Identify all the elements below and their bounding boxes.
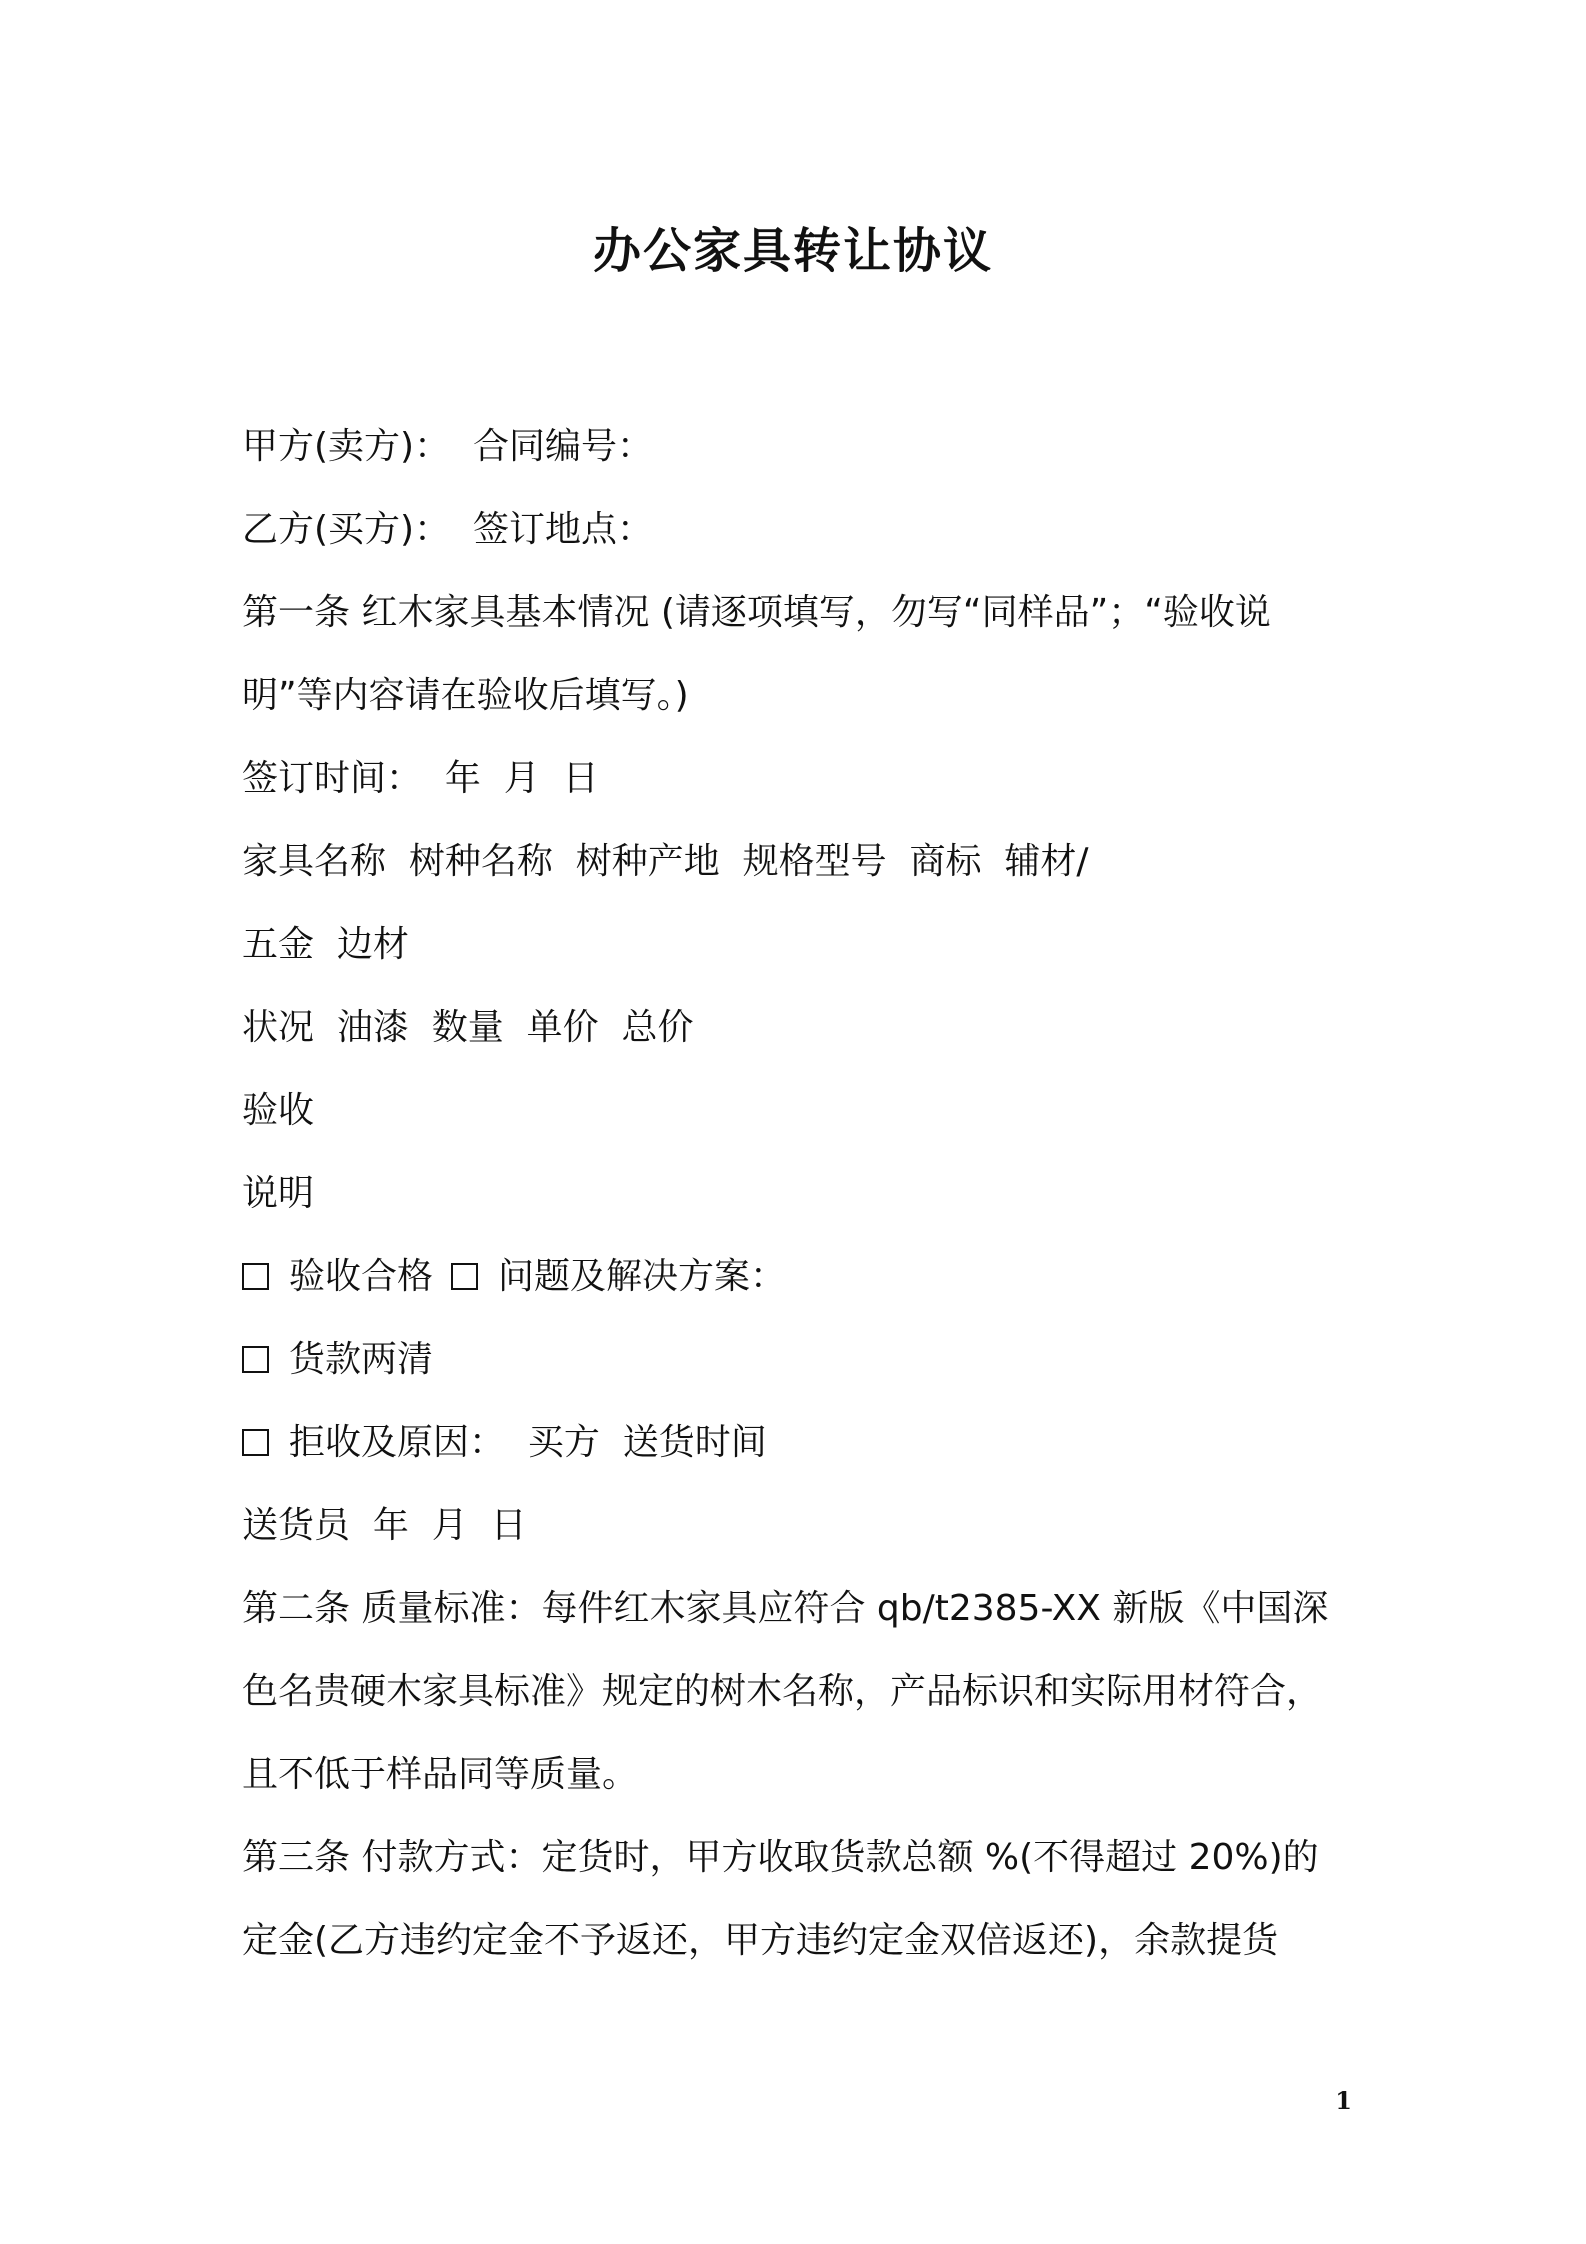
checkbox-rejected-label: 拒收及原因： 买方 送货时间 — [289, 1422, 767, 1463]
deliverer-line: 送货员 年 月 日 — [242, 1505, 527, 1546]
article-3: 第三条 付款方式：定货时，甲方收取货款总额 %(不得超过 20%)的定金(乙方违约定金不予返还，甲方违约定金双倍返还)，余款提货 — [242, 1837, 1319, 1961]
checkbox-row-2 — [242, 1318, 1352, 1401]
columns-line-3: 状况 油漆 数量 单价 总价 — [242, 1007, 694, 1048]
columns-line-2: 五金 边材 — [242, 924, 409, 965]
checkbox-payment-settled[interactable] — [242, 1346, 269, 1373]
article-2: 第二条 质量标准：每件红木家具应符合 qb/t2385-XX 新版《中国深色名贵硬木家具标准》规定的树木名称，产品标识和实际用材符合，且不低于样品同等质量。 — [242, 1588, 1329, 1795]
article-1: 第一条 红木家具基本情况 (请逐项填写，勿写“同样品”；“验收说明”等内容请在验收后填写。) — [242, 592, 1271, 716]
party-a-line: 甲方(卖方)： 合同编号： — [242, 426, 653, 467]
checkbox-accepted[interactable] — [242, 1263, 269, 1290]
checkbox-row-3 — [242, 1401, 1352, 1484]
checkbox-problem-label: 问题及解决方案： — [498, 1256, 787, 1297]
checkbox-rejected[interactable] — [242, 1429, 269, 1456]
document-body — [242, 405, 1352, 1982]
sign-time-line: 签订时间： 年 月 日 — [242, 758, 599, 799]
acceptance-label: 验收 — [242, 1090, 315, 1131]
checkbox-accepted-label: 验收合格 — [289, 1256, 434, 1297]
columns-line-1: 家具名称 树种名称 树种产地 规格型号 商标 辅材/ — [242, 841, 1089, 882]
note-label: 说明 — [242, 1173, 315, 1214]
checkbox-problem[interactable] — [451, 1263, 478, 1290]
document-title: 办公家具转让协议 — [592, 223, 993, 279]
party-b-line: 乙方(买方)： 签订地点： — [242, 509, 653, 550]
checkbox-row-1 — [242, 1235, 1352, 1318]
page-number: 1 — [1335, 2086, 1352, 2115]
checkbox-payment-settled-label: 货款两清 — [289, 1339, 434, 1380]
